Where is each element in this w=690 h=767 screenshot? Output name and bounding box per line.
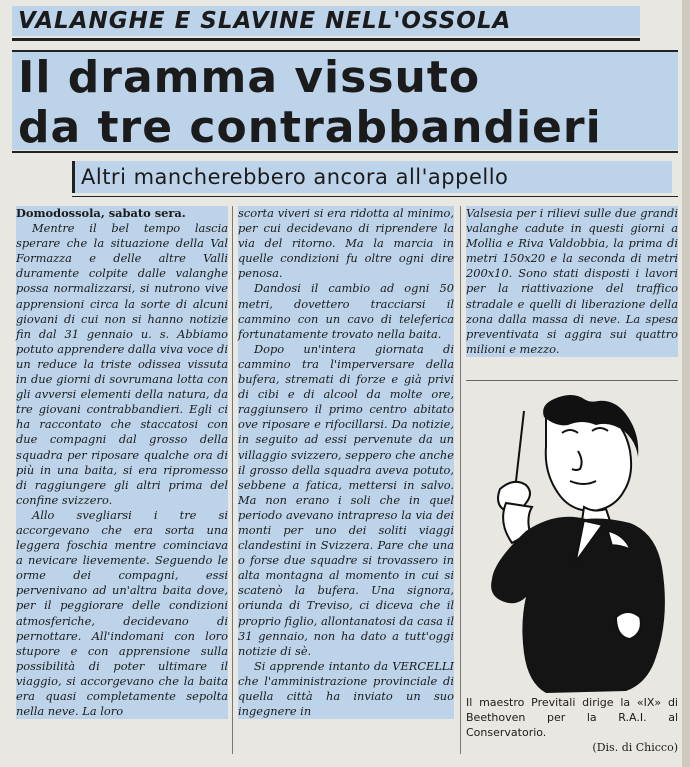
article-paragraph: scorta viveri si era ridotta al minimo, per cui decidevano di riprendere la via del ritorno. Ma la marcia in quelle condizioni fu oltre ogni dire penosa.: [238, 206, 454, 281]
kicker-underline: [12, 38, 640, 41]
article-paragraph: Dandosi il cambio ad ogni 50 metri, dovettero tracciarsi il cammino con un cavo di teleferica fortunatamente trovato nella baita.: [238, 281, 454, 341]
article-column-1: [16, 206, 228, 719]
dateline: Domodossola, sabato sera.: [16, 206, 186, 220]
article-column-2: [238, 206, 454, 719]
headline-line-2: da tre contrabbandieri: [12, 102, 678, 150]
article-paragraph: Valsesia per i rilievi sulle due grandi valanghe cadute in questi giorni a Mollia e Riva Valdobbia, la prima di metri 150x20 e la seconda di metri 200x10. Sono stati disposti i lavori per la riattivazione del traffico stradale e quelli di liberazione della zona dalla massa di neve. La spesa preventivata si aggira sui quattro milioni e mezzo.: [466, 206, 678, 356]
illustration-credit: (Dis. di Chicco): [592, 741, 678, 754]
headline-line-1: Il dramma vissuto: [12, 52, 678, 102]
column-divider: [460, 206, 461, 754]
article-paragraph: Dopo un'intera giornata di cammino tra l'imperversare della bufera, stremati di forze e già privi di cibi e di alcool da molte ore, raggiunsero il primo centro abitato ove riposare e rifocillarsi. Da notizie, in seguito ad essi pervenute da un villaggio svizzero, seppero che anche il grosso della squadra aveva potuto, sebbene a fatica, mettersi in salvo. Ma non erano i soli che in quel periodo avevano intrapreso la via dei monti per uno dei soliti viaggi clandestini in Svizzera. Pare che una o forse due squadre si trovassero in alta montagna al momento in cui si scatenò la bufera. Una signora, oriunda di Treviso, ci diceva che il proprio figlio, allontanatosi da casa il 31 gennaio, non ha dato a tutt'oggi notizie di sè.: [238, 341, 454, 658]
column-divider: [232, 206, 233, 754]
headline-bottom-rule: [12, 151, 678, 153]
illustration-caption: [466, 695, 678, 755]
article-column-3: [466, 206, 678, 357]
article-paragraph: Mentre il bel tempo lascia sperare che la situazione della Val Formazza e delle altre Valli duramente colpite dalle valanghe possa normalizzarsi, si nutrono vive apprensioni circa la sorte di alcuni giovani di cui non si hanno notizie fin dal 31 gennaio u. s. Abbiamo potuto apprendere dalla viva voce di un reduce la triste odissea vissuta in due giorni di sovrumana lotta con gli avversi elementi della natura, da tre giovani contrabbandieri. Egli ci ha raccontato che staccatosi con due compagni dal grosso della squadra per riposare qualche ora di più in una baita, si era ripromesso di raggiungere gli altri prima del confine svizzero.: [16, 221, 228, 507]
conductor-illustration: [466, 380, 678, 693]
page-edge: [682, 0, 690, 767]
article-paragraph: Allo svegliarsi i tre si accorgevano che era sorta una leggera foschia mentre cominciava a nevicare lievemente. Seguendo le orme dei compagni, essi pervenivano ad un'altra baita dove, per il peggiorare delle condizioni atmosferiche, decidevano di pernottare. All'indomani con loro stupore e con apprensione sulla possibilità di poter ultimare il viaggio, si accorgevano che la baita era quasi completamente sepolta nella neve. La loro: [16, 507, 228, 719]
subheadline: Altri mancherebbero ancora all'appello: [72, 161, 672, 193]
subheadline-rule: [72, 196, 678, 197]
conductor-drawing: [466, 381, 678, 693]
article-paragraph: Si apprende intanto da VERCELLI che l'amministrazione provinciale di quella città ha inviato un suo ingegnere in: [238, 658, 454, 719]
caption-text: Il maestro Previtali dirige la «IX» di Beethoven per la R.A.I. al Conservatorio.: [466, 696, 678, 739]
kicker-heading: VALANGHE E SLAVINE NELL'OSSOLA: [12, 6, 640, 36]
